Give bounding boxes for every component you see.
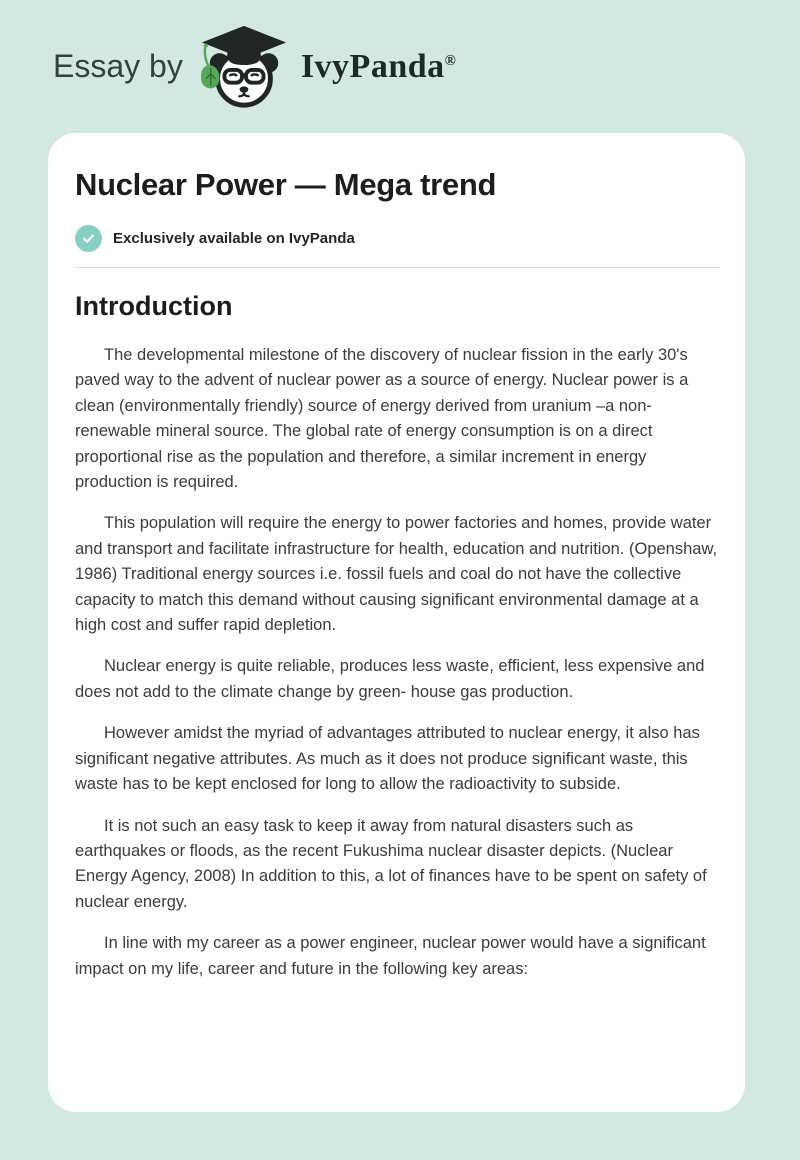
section-heading-introduction: Introduction bbox=[75, 291, 233, 321]
essay-paragraph: In line with my career as a power engineer, nuclear power would have a significant impact on my life, career and future in the following key areas: bbox=[75, 934, 706, 978]
essay-paragraph: However amidst the myriad of advantages attributed to nuclear energy, it also has significant negative attributes. As much as it does not produce significant waste, this waste has to be kept enclosed for long to allow the radioactivity to subside. bbox=[75, 724, 700, 794]
essay-paragraph: The developmental milestone of the discovery of nuclear fission in the early 30's paved way to the advent of nuclear power as a source of energy. Nuclear power is a clean (environmentally friendly) source of energy derived from uranium –a non-renewable mineral source. The global rate of energy consumption is on a direct proportional rise as the population and therefore, a similar increment in energy production is required. bbox=[75, 346, 689, 492]
brand-text: IvyPanda bbox=[300, 47, 445, 85]
essay-paragraph: This population will require the energy to power factories and homes, provide water and transport and facilitate infrastructure for health, education and nutrition. (Openshaw, 1986) Traditional energy sources i.e. fossil fuels and coal do not have the collective capacity to match this demand without causing significant environmental damage at a high cost and suffer rapid depletion. bbox=[75, 514, 718, 635]
site-header bbox=[0, 0, 800, 133]
exclusive-badge bbox=[75, 225, 720, 252]
divider bbox=[75, 267, 720, 268]
essay-card bbox=[48, 133, 745, 1112]
ivypanda-panda-logo-icon bbox=[199, 23, 289, 111]
exclusive-badge-label: Exclusively available on IvyPanda bbox=[113, 230, 355, 247]
essay-paragraph: Nuclear energy is quite reliable, produces less waste, efficient, less expensive and does not add to the climate change by green- house gas production. bbox=[75, 657, 705, 701]
brand-name bbox=[301, 48, 457, 86]
essay-by-label: Essay by bbox=[53, 48, 183, 84]
registered-trademark: ® bbox=[444, 52, 457, 69]
essay-title: Nuclear Power — Mega trend bbox=[75, 167, 497, 202]
essay-paragraph: It is not such an easy task to keep it away from natural disasters such as earthquakes or floods, as the recent Fukushima nuclear disaster depicts. (Nuclear Energy Agency, 2008) In addition to this, a lot of finances have to be spent on safety of nuclear energy. bbox=[75, 816, 707, 911]
check-icon bbox=[75, 225, 102, 252]
